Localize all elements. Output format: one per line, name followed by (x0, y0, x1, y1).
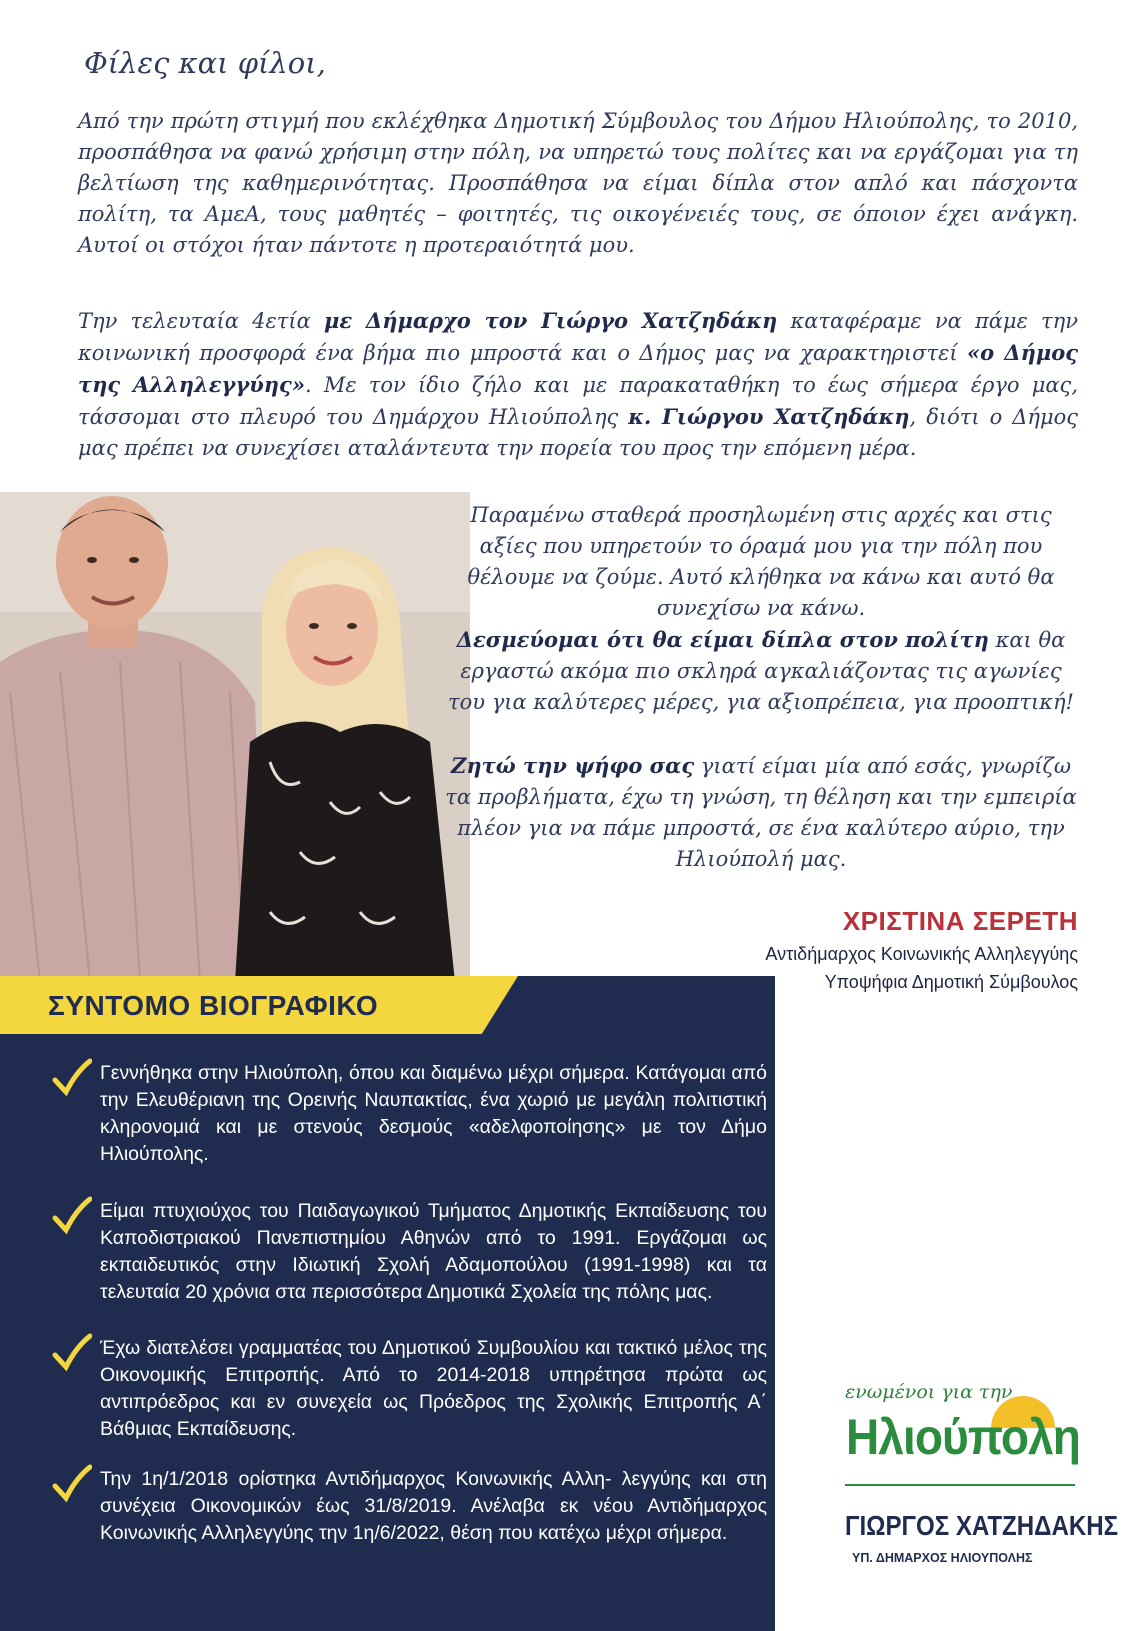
photo-illustration (0, 492, 470, 982)
p5-bold-vote: Ζητώ την ψήφο σας (451, 753, 695, 778)
letter-paragraph-4 (440, 624, 1082, 718)
signature-name: ΧΡΙΣΤΙΝΑ ΣΕΡΕΤΗ (842, 906, 1078, 936)
p2-bold-solidarity: «ο Δήμος της Αλληλεγγύης» (78, 340, 1079, 397)
signature-role-2: Υποψήφια Δημοτική Σύμβουλος (824, 972, 1078, 992)
p2-text-g: , διότι ο Δήμος μας πρέπει να συνεχίσει αταλάντευτα την πορεία του προς την επόμενη μέρα. (78, 405, 1079, 460)
bio-title: ΣΥΝΤΟΜΟ ΒΙΟΓΡΑΦΙΚΟ (48, 990, 379, 1021)
bio-item-text: Την 1η/1/2018 ορίστηκα Αντιδήμαρχος Κοινωνικής Αλλη- λεγγύης και στη συνέχεια Οικονομικών έως 31/8/2019. Ανέλαβα εκ νέου Αντιδήμαρχος Κοινωνικής Αλληλεγγύης την 1η/6/2022, θέση που κατέχω μέχρι σήμερα. (100, 1468, 767, 1544)
bio-item-text: Γεννήθηκα στην Ηλιούπολη, όπου και διαμένω μέχρι σήμερα. Κατάγομαι από την Ελευθέριανη της Ορεινής Ναυπακτίας, ένα χωριό με μεγάλη πολιτιστική κληρονομιά και με στενούς δεσμούς «αδελφοποίησης» με τον Δήμο Ηλιούπολης. (100, 1062, 767, 1165)
p2-bold-mayor: με Δήμαρχο τον Γιώργο Χατζηδάκη (323, 308, 778, 333)
p2-bold-name: κ. Γιώργου Χατζηδάκη (628, 404, 910, 429)
checkmark-icon (52, 1196, 92, 1236)
logo-name: ΓΙΩΡΓΟΣ ΧΑΤΖΗΔΑΚΗΣ (845, 1510, 1119, 1541)
logo-title: ΥΠ. ΔΗΜΑΡΧΟΣ ΗΛΙΟΥΠΟΛΗΣ (852, 1551, 1033, 1565)
letter-paragraph-5 (440, 750, 1082, 875)
letter-paragraph-3: Παραμένω σταθερά προσηλωμένη στις αρχές και στις αξίες που υπηρετούν το όραμά μου για την πόλη που θέλουμε να ζούμε. Αυτό κλήθηκα να κάνω και αυτό θα συνεχίσω να κάνω. (467, 503, 1055, 620)
checkmark-icon (52, 1464, 92, 1504)
bio-item (52, 1466, 767, 1547)
p5-text: γιατί είμαι μία από εσάς, γνωρίζω τα προβλήματα, έχω τη γνώση, τη θέληση και την εμπειρία πλέον για να πάμε μπροστά, σε ένα καλύτερο αύριο, την Ηλιούπολή μας. (445, 754, 1077, 871)
logo-subtitle: ενωμένοι για την (845, 1381, 1013, 1403)
p4-bold-commit: Δεσμεύομαι ότι θα είμαι δίπλα στον πολίτη (456, 627, 989, 652)
p4-text: και θα εργαστώ ακόμα πιο σκληρά αγκαλιάζοντας τις αγωνίες του για καλύτερες μέρες, για αξιοπρέπεια, για προοπτική! (448, 628, 1074, 714)
bio-item (52, 1060, 767, 1168)
letter-paragraph-1: Από την πρώτη στιγμή που εκλέχθηκα Δημοτική Σύμβουλος του Δήμου Ηλιούπολης, το 2010, προσπάθησα να φανώ χρήσιμη στην πόλη, να υπηρετώ τους πολίτες και να εργάζομαι για τη βελτίωση της καθημερινότητας. Προσπάθησα να είμαι δίπλα στον απλό και πάσχοντα πολίτη, τα ΑμεΑ, τους μαθητές – φοιτητές, τις οικογένειές τους, σε όποιον έχει ανάγκη. Αυτοί οι στόχοι ήταν πάντοτε η προτεραιότητά μου. (78, 109, 1078, 257)
logo-main: Ηλιούπολη (846, 1409, 1080, 1465)
p2-text-e: . Με τον ίδιο ζήλο και με παρακαταθήκη το έως σήμερα έργο μας, τάσσομαι στο πλευρό του Δημάρχου Ηλιούπολης (78, 373, 1078, 429)
logo-divider (845, 1484, 1075, 1486)
candidates-photo (0, 492, 470, 982)
bio-item-text: Είμαι πτυχιούχος του Παιδαγωγικού Τμήματος Δημοτικής Εκπαίδευσης του Καποδιστριακού Πανεπιστημίου Αθηνών από το 1991. Εργάζομαι ως εκπαιδευτικός στην Ιδιωτική Σχολή Αδαμοπούλου (1991-1998) και τα τελευταία 20 χρόνια στα περισσότερα Δημοτικά Σχολεία της πόλης μας. (100, 1200, 767, 1303)
letter-paragraph-2 (78, 305, 1078, 464)
checkmark-icon (52, 1333, 92, 1373)
bio-item (52, 1335, 767, 1443)
bio-item-text: Έχω διατελέσει γραμματέας του Δημοτικού Συμβουλίου και τακτικό μέλος της Οικονομικής Επιτροπής. Από το 2014-2018 υπηρέτησα πρώτα ως αντιπρόεδρος και εν συνεχεία ως Πρόεδρος της Σχολικής Επιτροπής Α΄ Βάθμιας Εκπαίδευσης. (100, 1337, 767, 1440)
signature-role-1: Αντιδήμαρχος Κοινωνικής Αλληλεγγύης (765, 944, 1078, 964)
p2-text-a: Την τελευταία 4ετία (78, 309, 324, 333)
p2-text-c: καταφέραμε να πάμε την κοινωνική προσφορά ένα βήμα πιο μπροστά και ο Δήμος μας να χαρακτηριστεί (78, 309, 1078, 365)
checkmark-icon (52, 1058, 92, 1098)
greeting: Φίλες και φίλοι, (84, 46, 326, 80)
bio-item (52, 1198, 767, 1306)
